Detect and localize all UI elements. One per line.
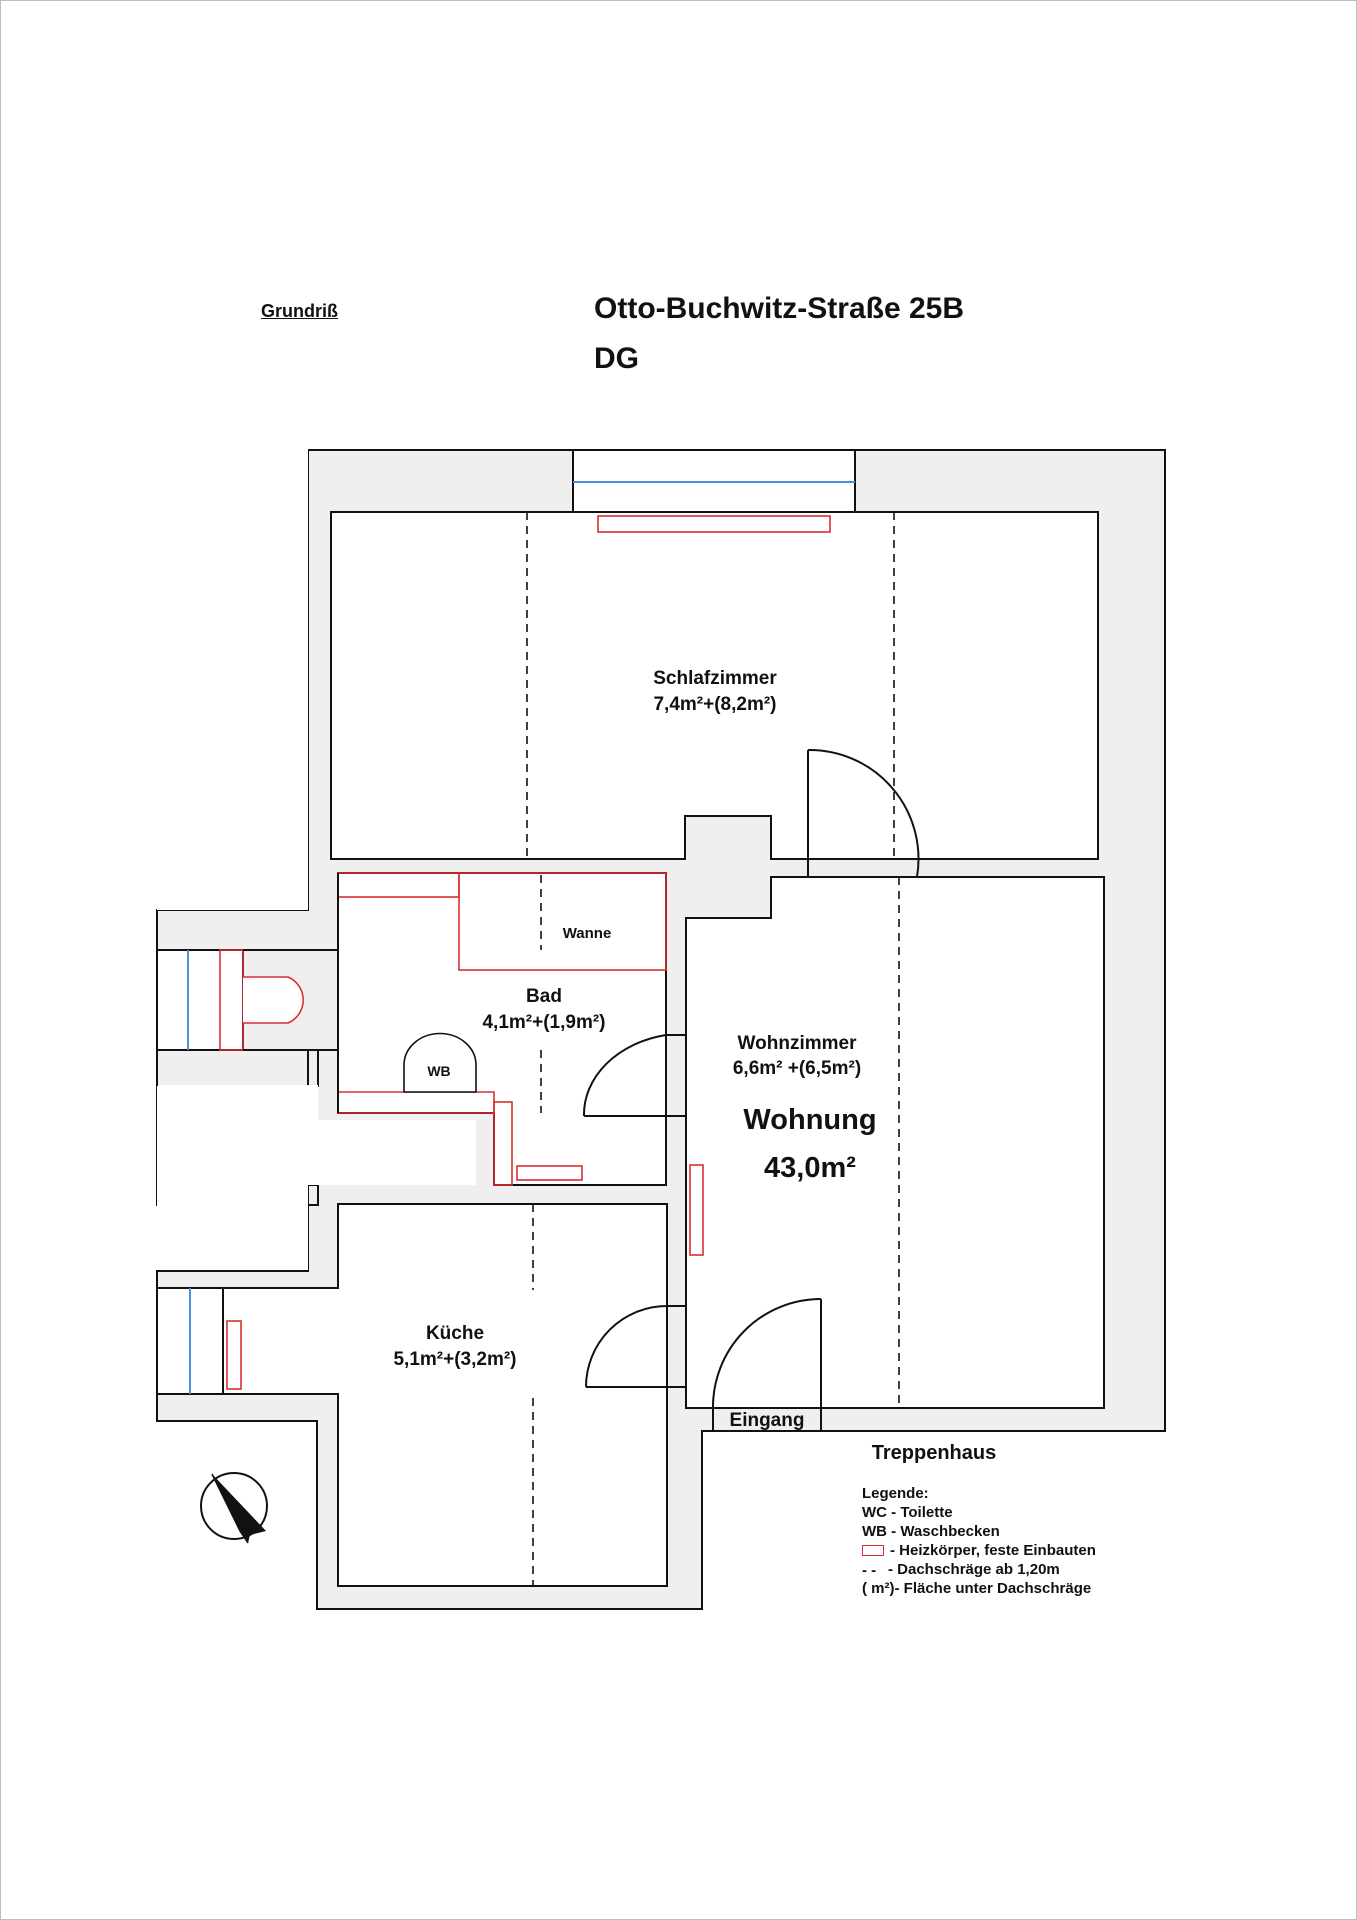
room-wohnzimmer bbox=[686, 877, 1104, 1408]
legend-title: Legende: bbox=[862, 1485, 929, 1502]
schlafzimmer-name: Schlafzimmer bbox=[653, 668, 777, 689]
total-area: 43,0m² bbox=[764, 1152, 856, 1184]
wohnzimmer-name: Wohnzimmer bbox=[737, 1033, 857, 1054]
wohnzimmer-area: 6,6m² +(6,5m²) bbox=[732, 1058, 862, 1079]
legend-heating-row bbox=[862, 1543, 1096, 1558]
legend-area-under-slope: ( m²)- Fläche unter Dachschräge bbox=[862, 1580, 1092, 1597]
eingang-label: Eingang bbox=[729, 1410, 805, 1431]
floor-title: DG bbox=[594, 342, 639, 375]
total-label: Wohnung bbox=[743, 1104, 877, 1136]
legend-slope-row bbox=[862, 1562, 1060, 1578]
heating-swatch-icon bbox=[862, 1545, 884, 1556]
legend-wb: WB - Waschbecken bbox=[862, 1523, 1000, 1540]
address-title: Otto-Buchwitz-Straße 25B bbox=[594, 292, 965, 325]
wb-label: WB bbox=[427, 1063, 451, 1079]
treppenhaus-label: Treppenhaus bbox=[871, 1442, 997, 1464]
kueche-area: 5,1m²+(3,2m²) bbox=[393, 1349, 517, 1370]
toilet bbox=[243, 977, 303, 1023]
dash-line-icon: - - bbox=[862, 1561, 877, 1579]
kueche-name: Küche bbox=[425, 1323, 485, 1344]
legend-slope: - Dachschräge ab 1,20m bbox=[888, 1561, 1060, 1578]
wanne-label: Wanne bbox=[562, 925, 612, 942]
plan-type-label: Grundriß bbox=[261, 301, 338, 321]
legend-heating: - Heizkörper, feste Einbauten bbox=[890, 1542, 1096, 1559]
bad-area: 4,1m²+(1,9m²) bbox=[482, 1012, 606, 1033]
wc-niche bbox=[157, 950, 243, 1050]
schlafzimmer-area: 7,4m²+(8,2m²) bbox=[653, 694, 777, 715]
compass-arrow-icon bbox=[201, 1473, 267, 1543]
legend-wc: WC - Toilette bbox=[862, 1504, 953, 1521]
bad-name: Bad bbox=[526, 986, 562, 1007]
